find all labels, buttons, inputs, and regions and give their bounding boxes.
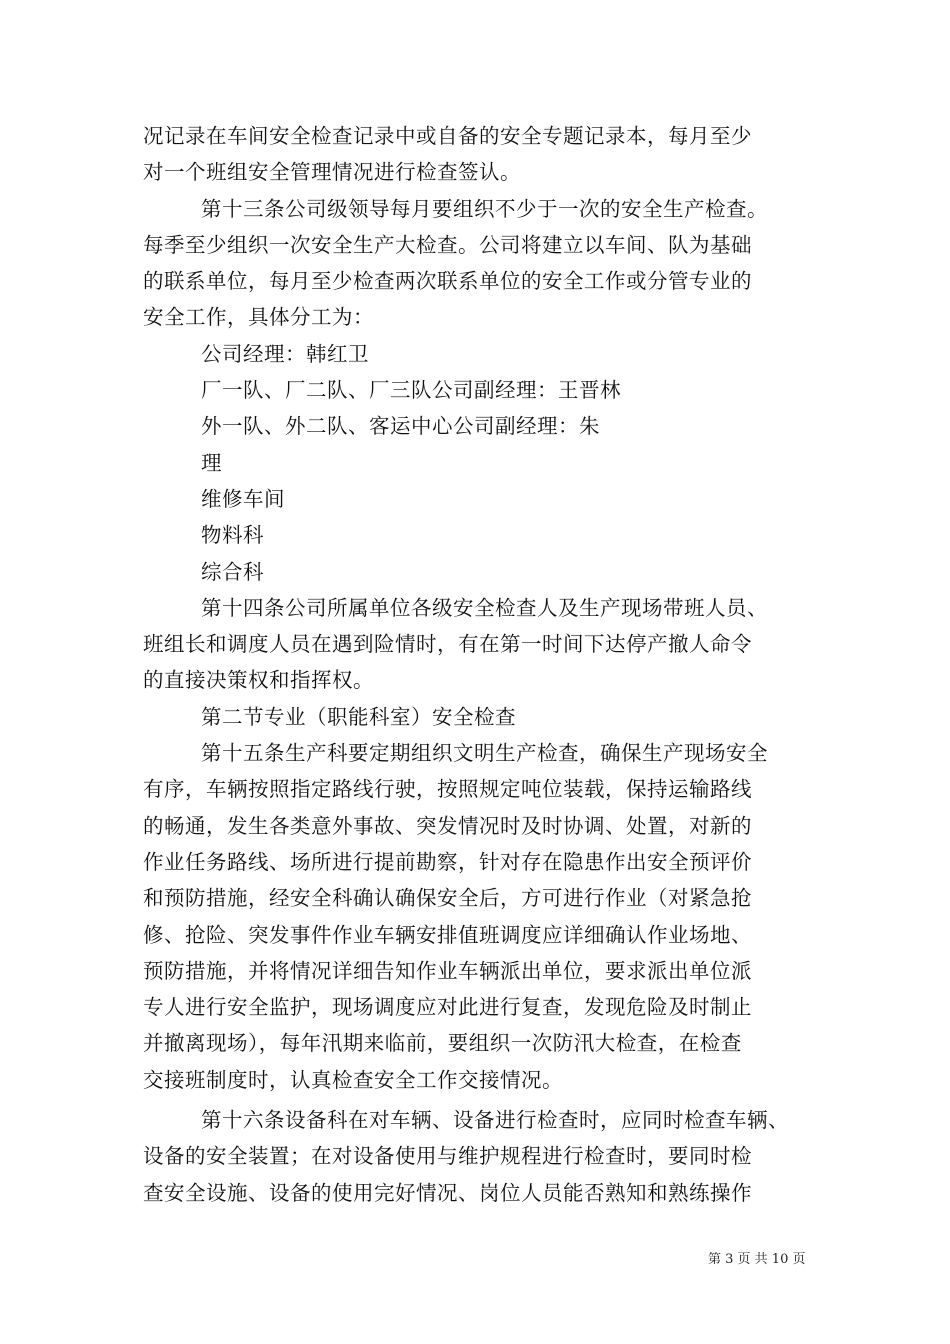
paragraph-13-start: 第十三条公司级领导每月要组织不少于一次的安全生产检查。 — [201, 196, 768, 221]
assignment-line: 物料科 — [201, 523, 264, 548]
text-line: 安全工作，具体分工为： — [143, 305, 374, 330]
assignment-line: 理 — [201, 450, 222, 475]
paragraph-14-start: 第十四条公司所属单位各级安全检查人及生产现场带班人员、 — [201, 595, 768, 620]
text-line: 的直接决策权和指挥权。 — [143, 668, 374, 693]
assignment-line: 综合科 — [201, 559, 264, 584]
page-number: 第 3 页 共 10 页 — [708, 1252, 806, 1267]
assignment-line: 公司经理：韩红卫 — [201, 341, 369, 366]
text-line: 修、抢险、突发事件作业车辆安排值班调度应详细确认作业场地、 — [143, 922, 752, 947]
text-line: 预防措施，并将情况详细告知作业车辆派出单位，要求派出单位派 — [143, 958, 752, 983]
text-line: 有序，车辆按照指定路线行驶，按照规定吨位装载，保持运输路线 — [143, 777, 752, 802]
text-line: 对一个班组安全管理情况进行检查签认。 — [143, 160, 521, 185]
text-line: 查安全设施、设备的使用完好情况、岗位人员能否熟知和熟练操作 — [143, 1180, 752, 1205]
assignment-line: 厂一队、厂二队、厂三队公司副经理：王晋林 — [201, 378, 621, 403]
assignment-line: 外一队、外二队、客运中心公司副经理：朱 — [201, 414, 600, 439]
paragraph-16-start: 第十六条设备科在对车辆、设备进行检查时，应同时检查车辆、 — [201, 1108, 789, 1133]
document-body — [143, 118, 815, 1211]
paragraph-15-start: 第十五条生产科要定期组织文明生产检查，确保生产现场安全 — [201, 741, 768, 766]
text-line: 并撤离现场），每年汛期来临前，要组织一次防汛大检查，在检查 — [143, 1031, 742, 1056]
text-line: 作业任务路线、场所进行提前勘察，针对存在隐患作出安全预评价 — [143, 849, 752, 874]
assignment-line: 维修车间 — [201, 486, 285, 511]
section-heading: 第二节专业（职能科室）安全检查 — [201, 704, 516, 729]
text-line: 每季至少组织一次安全生产大检查。公司将建立以车间、队为基础 — [143, 232, 752, 257]
text-line: 的联系单位，每月至少检查两次联系单位的安全工作或分管专业的 — [143, 269, 752, 294]
text-line: 况记录在车间安全检查记录中或自备的安全专题记录本，每月至少 — [143, 124, 752, 148]
text-line: 班组长和调度人员在遇到险情时，有在第一时间下达停产撤人命令 — [143, 632, 752, 657]
text-line: 和预防措施，经安全科确认确保安全后，方可进行作业（对紧急抢 — [143, 886, 752, 911]
text-line: 交接班制度时，认真检查安全工作交接情况。 — [143, 1067, 563, 1092]
text-line: 设备的安全装置；在对设备使用与维护规程进行检查时，要同时检 — [143, 1144, 752, 1169]
text-line: 专人进行安全监护，现场调度应对此进行复查，发现危险及时制止 — [143, 995, 752, 1020]
text-line: 的畅通，发生各类意外事故、突发情况时及时协调、处置，对新的 — [143, 813, 752, 838]
